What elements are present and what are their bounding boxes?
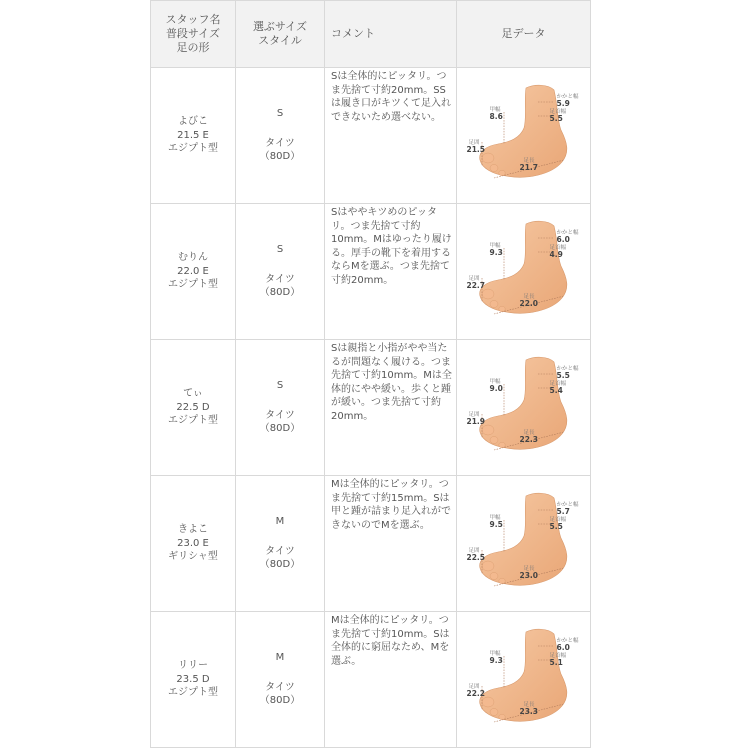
girth-value: 22.5 [466, 552, 486, 562]
foot-measurement-diagram [464, 218, 584, 326]
table-row [151, 204, 591, 340]
instep-value: 9.3 [489, 247, 503, 257]
ankle-value: 4.9 [549, 249, 563, 259]
header-staff: スタッフ名 普段サイズ 足の形 [151, 1, 236, 68]
ankle-label: 足首幅 [549, 244, 567, 251]
toe-label: かかと幅 [556, 637, 579, 644]
staff-cell: むりん 22.0 E エジプト型 [151, 204, 236, 340]
instep-label: 甲幅 [489, 514, 501, 521]
instep-label: 甲幅 [489, 650, 501, 657]
staff-cell: よびこ 21.5 E エジプト型 [151, 68, 236, 204]
foot-measurement-diagram [464, 82, 584, 190]
length-value: 23.0 [519, 570, 539, 580]
girth-value: 22.7 [466, 280, 486, 290]
instep-label: 甲幅 [489, 242, 501, 249]
girth-value: 22.2 [466, 688, 486, 698]
ankle-value: 5.5 [549, 113, 563, 123]
header-foot-data: 足データ [457, 1, 591, 68]
size-guide-table-wrapper [150, 0, 590, 748]
instep-value: 9.5 [489, 519, 503, 529]
style-value: タイツ （80D） [259, 545, 301, 571]
size-cell [236, 612, 325, 748]
size-cell [236, 340, 325, 476]
foot-measurement-diagram [464, 490, 584, 598]
foot-measurement-diagram [464, 354, 584, 462]
foot-data-cell [457, 68, 591, 204]
length-label: 足長 [523, 701, 535, 708]
style-value: タイツ （80D） [259, 273, 301, 299]
header-size: 選ぶサイズ スタイル [236, 1, 325, 68]
ankle-value: 5.5 [549, 521, 563, 531]
foot-data-cell [457, 476, 591, 612]
girth-label: 足囲 [468, 139, 480, 146]
size-cell [236, 68, 325, 204]
toe-value: 5.9 [556, 98, 570, 108]
girth-value: 21.9 [466, 416, 486, 426]
length-label: 足長 [523, 157, 535, 164]
length-value: 23.3 [519, 706, 539, 716]
comment-cell: Sは親指と小指がやや当たるが問題なく履ける。つま先捨て寸約10mm。Mは全体的にやや緩い。歩くと踵が緩い。つま先捨て寸約20mm。 [325, 340, 457, 476]
length-label: 足長 [523, 565, 535, 572]
length-value: 21.7 [519, 162, 539, 172]
comment-cell: Sは全体的にピッタリ。つま先捨て寸約20mm。SSは履き口がキツくて足入れできないため選べない。 [325, 68, 457, 204]
girth-value: 21.5 [466, 144, 486, 154]
length-label: 足長 [523, 429, 535, 436]
foot-data-cell [457, 612, 591, 748]
size-cell [236, 476, 325, 612]
comment-cell: Mは全体的にピッタリ。つま先捨て寸約15mm。Sは甲と踵が詰まり足入れができないのでMを選ぶ。 [325, 476, 457, 612]
length-value: 22.0 [519, 298, 539, 308]
ankle-label: 足首幅 [549, 516, 567, 523]
instep-label: 甲幅 [489, 106, 501, 113]
style-value: タイツ （80D） [259, 681, 301, 707]
size-value: S [276, 380, 284, 392]
size-guide-table [150, 0, 591, 748]
toe-label: かかと幅 [556, 365, 579, 372]
staff-cell: リリー 23.5 D エジプト型 [151, 612, 236, 748]
comment-cell: Sはややキツめのピッタリ。つま先捨て寸約10mm。Mはゆったり履ける。厚手の靴下を着用するならMを選ぶ。つま先捨て寸約20mm。 [325, 204, 457, 340]
ankle-label: 足首幅 [549, 380, 567, 387]
girth-label: 足囲 [468, 547, 480, 554]
foot-measurement-diagram [464, 626, 584, 734]
table-row [151, 340, 591, 476]
ankle-value: 5.4 [549, 385, 563, 395]
ankle-value: 5.1 [549, 657, 563, 667]
toe-label: かかと幅 [556, 229, 579, 236]
table-row [151, 476, 591, 612]
size-value: M [275, 516, 285, 528]
table-row [151, 612, 591, 748]
size-cell [236, 204, 325, 340]
ankle-label: 足首幅 [549, 652, 567, 659]
instep-label: 甲幅 [489, 378, 501, 385]
size-value: S [276, 108, 284, 120]
size-value: S [276, 244, 284, 256]
girth-label: 足囲 [468, 411, 480, 418]
header-comment: コメント [325, 1, 457, 68]
instep-value: 9.0 [489, 383, 503, 393]
instep-value: 8.6 [489, 111, 503, 121]
girth-label: 足囲 [468, 683, 480, 690]
toe-value: 6.0 [556, 234, 570, 244]
style-value: タイツ （80D） [259, 409, 301, 435]
toe-value: 5.7 [556, 506, 570, 516]
comment-cell: Mは全体的にピッタリ。つま先捨て寸約10mm。Sは全体的に窮屈なため、Mを選ぶ。 [325, 612, 457, 748]
length-value: 22.3 [519, 434, 539, 444]
toe-value: 6.0 [556, 642, 570, 652]
staff-cell: てぃ 22.5 D エジプト型 [151, 340, 236, 476]
length-label: 足長 [523, 293, 535, 300]
size-value: M [275, 652, 285, 664]
staff-cell: きよこ 23.0 E ギリシャ型 [151, 476, 236, 612]
toe-label: かかと幅 [556, 93, 579, 100]
toe-label: かかと幅 [556, 501, 579, 508]
instep-value: 9.3 [489, 655, 503, 665]
foot-data-cell [457, 204, 591, 340]
style-value: タイツ （80D） [259, 137, 301, 163]
header-row [151, 1, 591, 68]
table-row [151, 68, 591, 204]
ankle-label: 足首幅 [549, 108, 567, 115]
foot-data-cell [457, 340, 591, 476]
toe-value: 5.5 [556, 370, 570, 380]
girth-label: 足囲 [468, 275, 480, 282]
